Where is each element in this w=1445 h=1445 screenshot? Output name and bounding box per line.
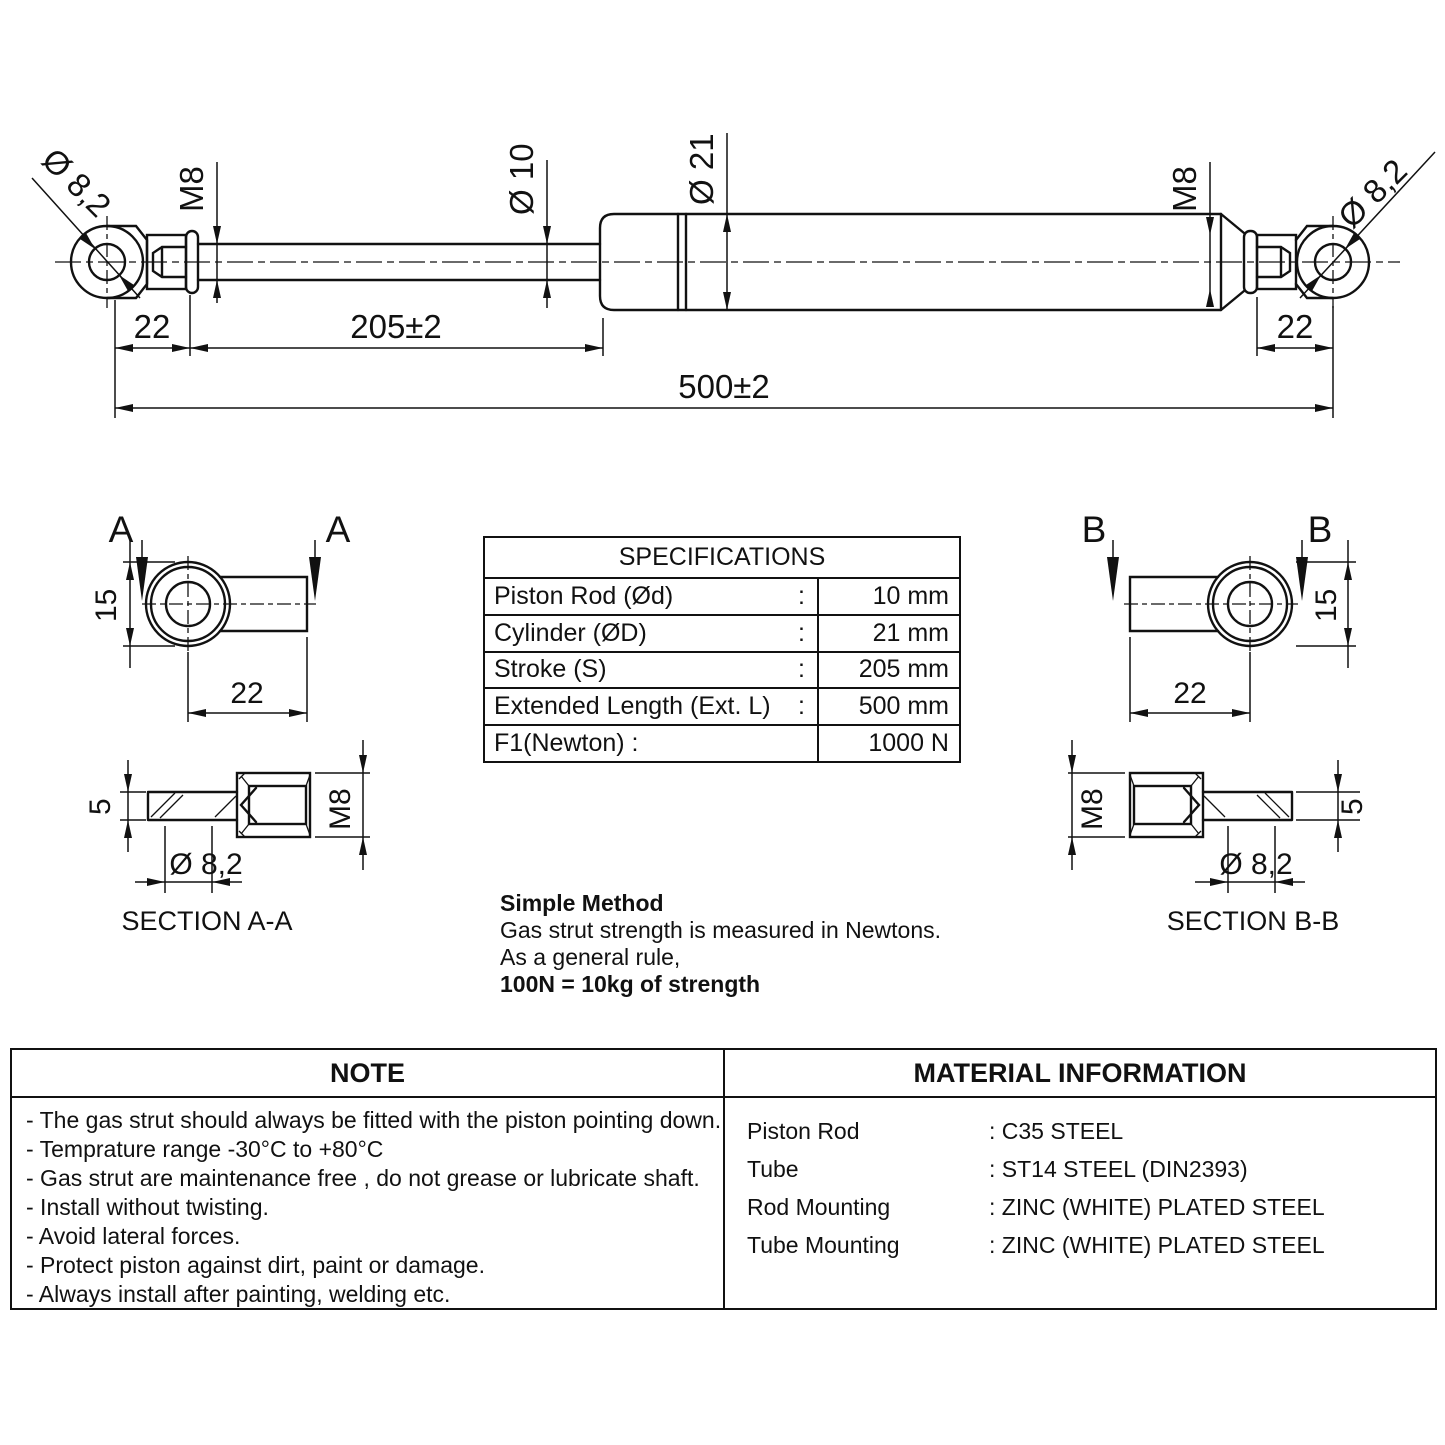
svg-text:5: 5 bbox=[84, 798, 117, 815]
spec-row-stroke: Stroke (S) : 205 mm bbox=[485, 653, 959, 690]
eyelet-front-view-b bbox=[1124, 556, 1298, 652]
note-item: - Avoid lateral forces. bbox=[26, 1223, 241, 1249]
simple-method-note bbox=[500, 890, 941, 998]
svg-text:Ø 8,2: Ø 8,2 bbox=[1219, 848, 1293, 881]
note-list bbox=[12, 1098, 725, 1309]
dim-500: 500±2 bbox=[678, 368, 770, 405]
material-row-piston-rod: Piston Rod : C35 STEEL bbox=[747, 1118, 1124, 1144]
dim-22-right: 22 bbox=[1276, 308, 1314, 345]
gas-strut-main-drawing bbox=[0, 0, 1445, 470]
note-item: - Install without twisting. bbox=[26, 1194, 269, 1220]
section-b-cut bbox=[1130, 773, 1292, 837]
material-row-tube: Tube : ST14 STEEL (DIN2393) bbox=[747, 1156, 1248, 1182]
label-dia82-right: Ø 8,2 bbox=[1330, 151, 1415, 235]
dim-22-b bbox=[1130, 637, 1250, 722]
note-item: - Protect piston against dirt, paint or damage. bbox=[26, 1252, 485, 1278]
spec-row-cylinder: Cylinder (ØD) : 21 mm bbox=[485, 616, 959, 653]
label-dia82-left: Ø 8,2 bbox=[35, 140, 119, 225]
marker-a-right: A bbox=[325, 509, 351, 550]
material-row-tube-mounting: Tube Mounting : ZINC (WHITE) PLATED STEEL bbox=[747, 1232, 1325, 1258]
svg-text:15: 15 bbox=[1310, 588, 1343, 622]
eyelet-front-view-a bbox=[142, 556, 316, 652]
dim-5-a bbox=[84, 760, 146, 852]
label-dia21: Ø 21 bbox=[683, 133, 720, 205]
dim-m8-right bbox=[1166, 162, 1214, 307]
spec-row-force: F1(Newton) : 1000 N bbox=[485, 726, 959, 761]
section-a-title: SECTION A-A bbox=[121, 906, 293, 936]
note-material-table bbox=[10, 1048, 1437, 1310]
note-item: - Gas strut are maintenance free , do not grease or lubricate shaft. bbox=[26, 1165, 700, 1191]
dim-22-left: 22 bbox=[133, 308, 171, 345]
label-m8-left: M8 bbox=[173, 166, 210, 212]
spec-table-title: SPECIFICATIONS bbox=[485, 538, 959, 579]
section-b-view bbox=[1040, 485, 1445, 945]
simple-method-title: Simple Method bbox=[500, 890, 664, 916]
label-m8-right: M8 bbox=[1166, 166, 1203, 212]
dim-dia10 bbox=[503, 143, 551, 308]
dim-m8-b bbox=[1068, 740, 1125, 870]
spec-row-extended-length: Extended Length (Ext. L) : 500 mm bbox=[485, 689, 959, 726]
label-dia10: Ø 10 bbox=[503, 143, 540, 215]
section-a-cut bbox=[148, 773, 310, 837]
marker-b-right: B bbox=[1307, 509, 1333, 550]
note-item: - Always install after painting, welding etc. bbox=[26, 1281, 451, 1307]
simple-method-emphasis: 100N = 10kg of strength bbox=[500, 971, 761, 997]
dim-dia82-left bbox=[32, 141, 140, 298]
note-item: - Temprature range -30°C to +80°C bbox=[26, 1136, 384, 1162]
material-list bbox=[725, 1098, 1435, 1309]
svg-text:15: 15 bbox=[90, 588, 123, 622]
svg-text:Ø 8,2: Ø 8,2 bbox=[169, 848, 243, 881]
dim-205: 205±2 bbox=[350, 308, 442, 345]
spec-row-piston-rod: Piston Rod (Ød) : 10 mm bbox=[485, 579, 959, 616]
material-row-rod-mounting: Rod Mounting : ZINC (WHITE) PLATED STEEL bbox=[747, 1194, 1325, 1220]
dim-5-b bbox=[1296, 760, 1369, 852]
dim-hole-a bbox=[135, 826, 243, 893]
marker-b-left: B bbox=[1081, 509, 1107, 550]
svg-text:22: 22 bbox=[1173, 677, 1207, 710]
section-b-title: SECTION B-B bbox=[1166, 906, 1340, 936]
material-title: MATERIAL INFORMATION bbox=[725, 1050, 1435, 1098]
specifications-table bbox=[483, 536, 961, 763]
svg-text:M8: M8 bbox=[324, 788, 357, 830]
dim-dia21 bbox=[683, 133, 731, 310]
dim-22-a bbox=[188, 637, 307, 722]
note-title: NOTE bbox=[12, 1050, 725, 1098]
section-a-view bbox=[55, 485, 415, 945]
simple-method-line1: Gas strut strength is measured in Newtons. bbox=[500, 917, 942, 943]
simple-method-line2: As a general rule, bbox=[500, 944, 681, 970]
note-item: - The gas strut should always be fitted with the piston pointing down. bbox=[26, 1107, 722, 1133]
svg-text:22: 22 bbox=[230, 677, 264, 710]
dim-m8-a bbox=[315, 740, 370, 870]
dim-hole-b bbox=[1195, 826, 1305, 893]
marker-a-left: A bbox=[108, 509, 134, 550]
svg-text:5: 5 bbox=[1336, 798, 1369, 815]
dimension-chain bbox=[115, 295, 1333, 418]
svg-text:M8: M8 bbox=[1076, 788, 1109, 830]
